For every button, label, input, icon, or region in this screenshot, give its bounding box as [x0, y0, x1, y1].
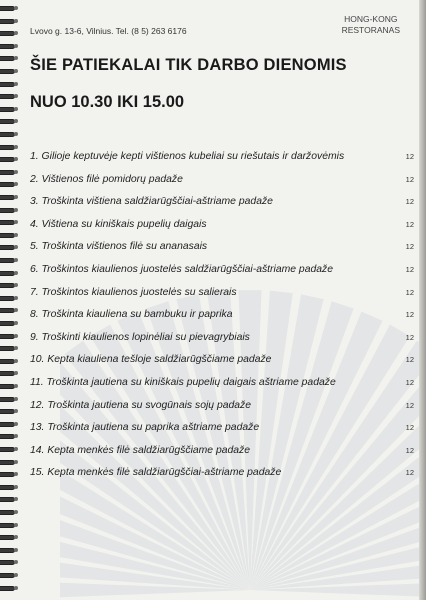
brand-name: HONG-KONG: [344, 14, 398, 24]
binding-hole: [14, 170, 18, 174]
menu-item-name: 13. Troškinta jautiena su paprika aštriame padaže: [30, 422, 260, 434]
menu-item-price: 12: [405, 377, 414, 387]
binding-ring: [0, 422, 15, 427]
binding-ring: [0, 497, 15, 502]
binding-hole: [14, 19, 18, 23]
binding-ring: [0, 31, 15, 36]
menu-item-name: 7. Troškintos kiaulienos juostelės su salierais: [30, 286, 237, 298]
binding-hole: [14, 346, 18, 350]
binding-ring: [0, 371, 15, 376]
binding-ring: [0, 195, 15, 200]
binding-ring: [0, 523, 15, 528]
menu-item-name: 1. Gilioje keptuvėje kepti vištienos kubeliai su riešutais ir daržovėmis: [30, 151, 345, 162]
menu-item-name: 14. Kepta menkės filė saldžiarūgščiame padaže: [30, 444, 251, 456]
binding-hole: [14, 56, 18, 60]
binding-hole: [14, 586, 18, 590]
binding-hole: [14, 371, 18, 375]
binding-hole: [14, 510, 18, 514]
menu-item-name: 2. Vištienos filė pomidorų padaže: [30, 173, 183, 185]
binding-ring: [0, 334, 15, 339]
binding-hole: [14, 497, 18, 501]
menu-item-name: 9. Troškinti kiaulienos lopinėliai su pievagrybiais: [30, 331, 250, 343]
binding-hole: [14, 208, 18, 212]
binding-hole: [14, 334, 18, 338]
menu-item-price: 12: [405, 445, 414, 455]
menu-item: [30, 287, 414, 310]
binding-hole: [14, 548, 18, 552]
binding-ring: [0, 460, 15, 465]
binding-hole: [14, 145, 18, 149]
menu-item: [30, 264, 414, 287]
menu-item-price: 12: [405, 400, 414, 410]
binding-ring: [0, 220, 15, 225]
menu-item-name: 3. Troškinta vištiena saldžiarūgščiai-aštriame padaže: [30, 196, 273, 208]
binding-ring: [0, 69, 15, 74]
binding-hole: [14, 384, 18, 388]
binding-hole: [14, 422, 18, 426]
binding-hole: [14, 472, 18, 476]
binding-hole: [14, 283, 18, 287]
binding-ring: [0, 308, 15, 313]
menu-item-price: 12: [405, 242, 414, 252]
binding-ring: [0, 560, 15, 565]
menu-item-price: 12: [405, 355, 414, 365]
binding-ring: [0, 6, 15, 11]
menu-item-price: 12: [405, 468, 414, 478]
binding-ring: [0, 19, 15, 24]
binding-ring: [0, 82, 15, 87]
menu-item-name: 12. Troškinta jautiena su svogūnais sojų padaže: [30, 399, 252, 411]
binding-ring: [0, 510, 15, 515]
binding-ring: [0, 321, 15, 326]
binding-ring: [0, 258, 15, 263]
brand-subtitle: RESTORANAS: [341, 24, 400, 35]
binding-hole: [14, 447, 18, 451]
menu-item: [30, 174, 414, 197]
binding-hole: [14, 560, 18, 564]
binding-ring: [0, 107, 15, 112]
menu-list: [30, 151, 414, 490]
menu-item: [30, 354, 414, 377]
binding-ring: [0, 233, 15, 238]
menu-item: [30, 151, 414, 174]
binding-ring: [0, 245, 15, 250]
menu-item-name: 15. Kepta menkės filė saldžiarūgščiai-aštriame padaže: [30, 467, 282, 479]
menu-item-price: 12: [405, 219, 414, 229]
menu-item-name: 5. Troškinta vištienos filė su ananasais: [30, 241, 208, 253]
binding-hole: [14, 397, 18, 401]
binding-ring: [0, 182, 15, 187]
binding-hole: [14, 119, 18, 123]
menu-item-price: 12: [405, 287, 414, 297]
binding-hole: [14, 220, 18, 224]
restaurant-brand: [342, 14, 400, 35]
binding-hole: [14, 82, 18, 86]
binding-ring: [0, 94, 15, 99]
binding-ring: [0, 485, 15, 490]
binding-hole: [14, 434, 18, 438]
binding-hole: [14, 308, 18, 312]
binding-hole: [14, 245, 18, 249]
binding-ring: [0, 132, 15, 137]
menu-item: [30, 377, 414, 400]
menu-item-price: 12: [405, 310, 414, 320]
restaurant-address: Lvovo g. 13-6, Vilnius. Tel. (8 5) 263 6176: [30, 26, 187, 36]
binding-hole: [14, 69, 18, 73]
binding-hole: [14, 132, 18, 136]
binding-ring: [0, 346, 15, 351]
menu-item: [30, 332, 414, 355]
menu-item-name: 8. Troškinta kiauliena su bambuku ir paprika: [30, 309, 233, 321]
menu-item: [30, 400, 414, 423]
menu-item: [30, 445, 414, 468]
binding-ring: [0, 409, 15, 414]
serving-hours: NUO 10.30 IKI 15.00: [30, 93, 185, 111]
menu-item: [30, 309, 414, 332]
menu-item: [30, 196, 414, 219]
binding-hole: [14, 409, 18, 413]
binding-ring: [0, 44, 15, 49]
binding-hole: [14, 258, 18, 262]
menu-item: [30, 241, 414, 264]
binding-ring: [0, 384, 15, 389]
binding-hole: [14, 233, 18, 237]
page-edge: [419, 0, 426, 600]
binding-ring: [0, 359, 15, 364]
page-title: ŠIE PATIEKALAI TIK DARBO DIENOMIS: [30, 56, 347, 74]
menu-item-price: 12: [405, 152, 414, 161]
binding-hole: [14, 6, 18, 10]
binding-ring: [0, 397, 15, 402]
menu-item-price: 12: [405, 332, 414, 342]
binding-ring: [0, 145, 15, 150]
spiral-binding: [0, 0, 22, 600]
menu-item-name: 11. Troškinta jautiena su kiniškais pupelių daigais aštriame padaže: [30, 376, 336, 388]
menu-item-name: 6. Troškintos kiaulienos juostelės saldžiarūgščiai-aštriame padaže: [30, 263, 334, 275]
binding-ring: [0, 548, 15, 553]
menu-item: [30, 422, 414, 445]
binding-hole: [14, 94, 18, 98]
menu-item-price: 12: [405, 197, 414, 207]
binding-ring: [0, 119, 15, 124]
menu-item-name: 4. Vištiena su kiniškais pupelių daigais: [30, 218, 207, 230]
binding-ring: [0, 56, 15, 61]
binding-hole: [14, 485, 18, 489]
binding-hole: [14, 296, 18, 300]
binding-ring: [0, 208, 15, 213]
binding-hole: [14, 321, 18, 325]
menu-item-price: 12: [405, 174, 414, 184]
binding-hole: [14, 157, 18, 161]
binding-ring: [0, 157, 15, 162]
binding-ring: [0, 447, 15, 452]
binding-ring: [0, 170, 15, 175]
binding-ring: [0, 573, 15, 578]
binding-hole: [14, 182, 18, 186]
binding-hole: [14, 359, 18, 363]
binding-hole: [14, 460, 18, 464]
binding-ring: [0, 271, 15, 276]
menu-item-price: 12: [405, 264, 414, 274]
binding-ring: [0, 296, 15, 301]
binding-hole: [14, 195, 18, 199]
binding-hole: [14, 535, 18, 539]
menu-item: [30, 467, 414, 490]
menu-item-price: 12: [405, 423, 414, 433]
binding-hole: [14, 271, 18, 275]
binding-hole: [14, 573, 18, 577]
binding-ring: [0, 472, 15, 477]
binding-hole: [14, 107, 18, 111]
menu-item: [30, 219, 414, 242]
binding-ring: [0, 535, 15, 540]
menu-item-name: 10. Kepta kiauliena tešloje saldžiarūgščiame padaže: [30, 354, 272, 366]
binding-hole: [14, 523, 18, 527]
binding-ring: [0, 586, 15, 591]
binding-ring: [0, 434, 15, 439]
binding-ring: [0, 283, 15, 288]
binding-hole: [14, 44, 18, 48]
binding-hole: [14, 31, 18, 35]
